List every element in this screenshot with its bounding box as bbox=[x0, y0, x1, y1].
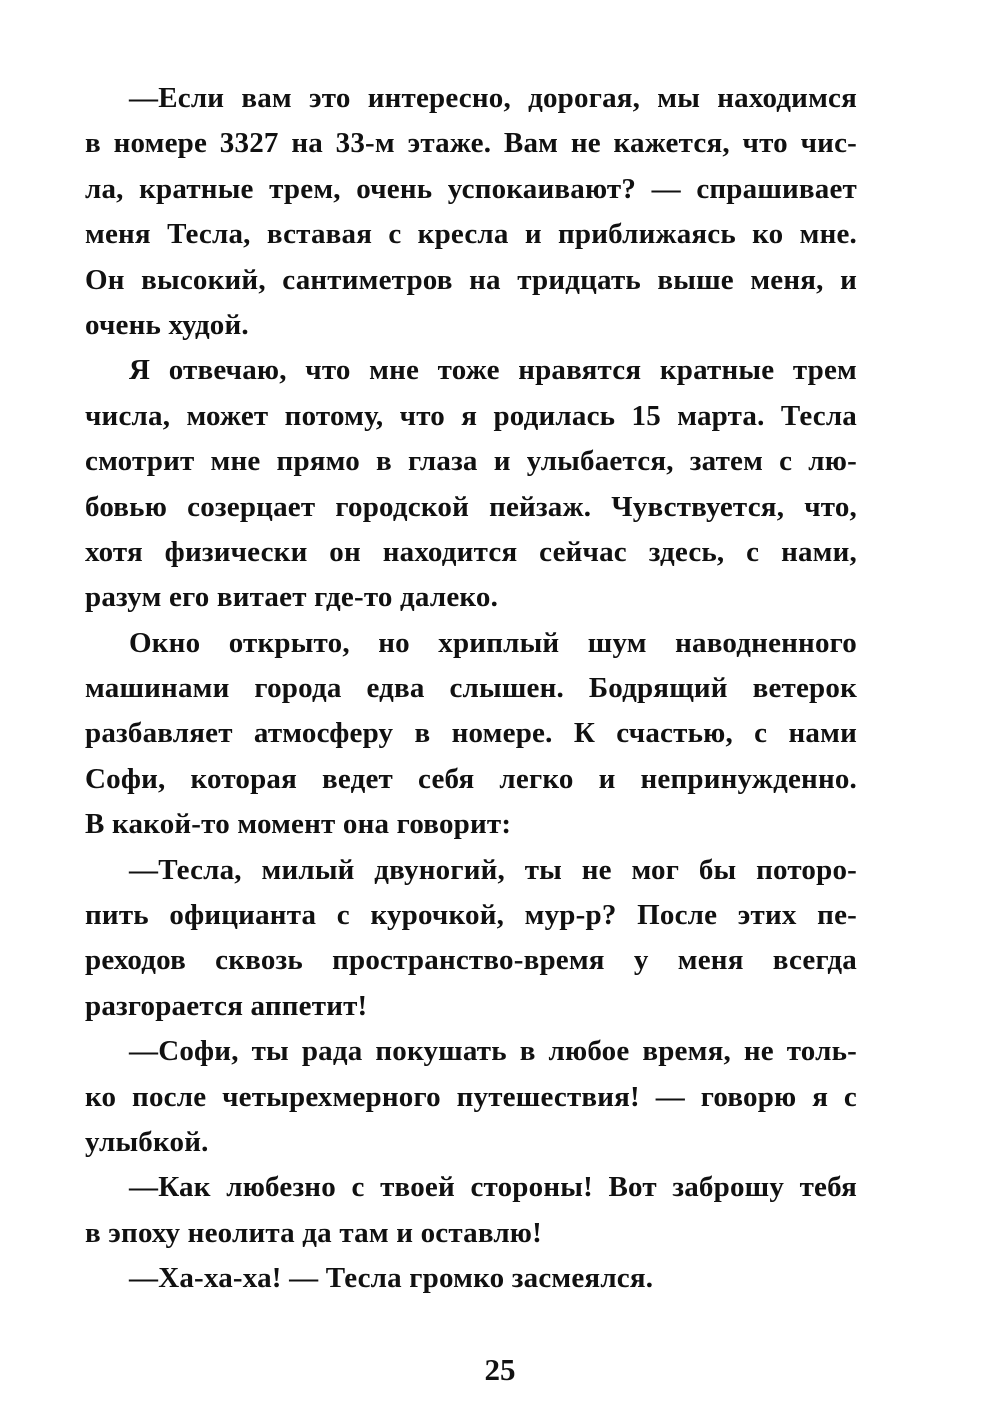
text-line: меня Тесла, вставая с кресла и приближаясь ко мне. bbox=[85, 218, 857, 251]
text-line: Окно открыто, но хриплый шум наводненного bbox=[129, 626, 857, 659]
text-line: Я отвечаю, что мне тоже нравятся кратные трем bbox=[129, 354, 857, 387]
text-line: разбавляет атмосферу в номере. К счастью, с нами bbox=[85, 717, 857, 750]
text-line: улыбкой. bbox=[85, 1125, 209, 1158]
text-line: числа, может потому, что я родилась 15 марта. Тесла bbox=[85, 399, 857, 432]
text-line: бовью созерцает городской пейзаж. Чувствуется, что, bbox=[85, 490, 857, 523]
text-line: разум его витает где-то далеко. bbox=[85, 581, 499, 614]
text-line: ко после четырехмерного путешествия! — говорю я с bbox=[85, 1080, 857, 1113]
text-line: В какой-то момент она говорит: bbox=[85, 808, 512, 841]
text-line: машинами города едва слышен. Бодрящий ветерок bbox=[85, 672, 857, 705]
text-line: в номере 3327 на 33-м этаже. Вам не кажется, что чис- bbox=[85, 127, 857, 160]
page-number: 25 bbox=[484, 1352, 516, 1387]
text-line: ла, кратные трем, очень успокаивают? — спрашивает bbox=[85, 172, 857, 205]
text-line: —Ха-ха-ха! — Тесла громко засмеялся. bbox=[129, 1262, 654, 1295]
text-line: Он высокий, сантиметров на тридцать выше меня, и bbox=[85, 263, 857, 296]
text-line: хотя физически он находится сейчас здесь, с нами, bbox=[85, 535, 857, 568]
text-line: —Софи, ты рада покушать в любое время, не толь- bbox=[129, 1035, 857, 1068]
body-text bbox=[85, 76, 857, 1302]
text-line: в эпоху неолита да там и оставлю! bbox=[85, 1216, 543, 1249]
text-line: пить официанта с курочкой, мур-р? После этих пе- bbox=[85, 899, 857, 932]
text-line: Софи, которая ведет себя легко и непринужденно. bbox=[85, 762, 857, 795]
text-line: смотрит мне прямо в глаза и улыбается, затем с лю- bbox=[85, 445, 857, 478]
text-line: реходов сквозь пространство-время у меня всегда bbox=[85, 944, 857, 977]
text-line: —Тесла, милый двуногий, ты не мог бы поторо- bbox=[129, 853, 857, 886]
text-line: —Как любезно с твоей стороны! Вот заброшу тебя bbox=[129, 1171, 857, 1204]
text-line: разгорается аппетит! bbox=[85, 989, 368, 1022]
text-line: очень худой. bbox=[85, 308, 249, 341]
text-line: —Если вам это интересно, дорогая, мы находимся bbox=[129, 82, 857, 114]
